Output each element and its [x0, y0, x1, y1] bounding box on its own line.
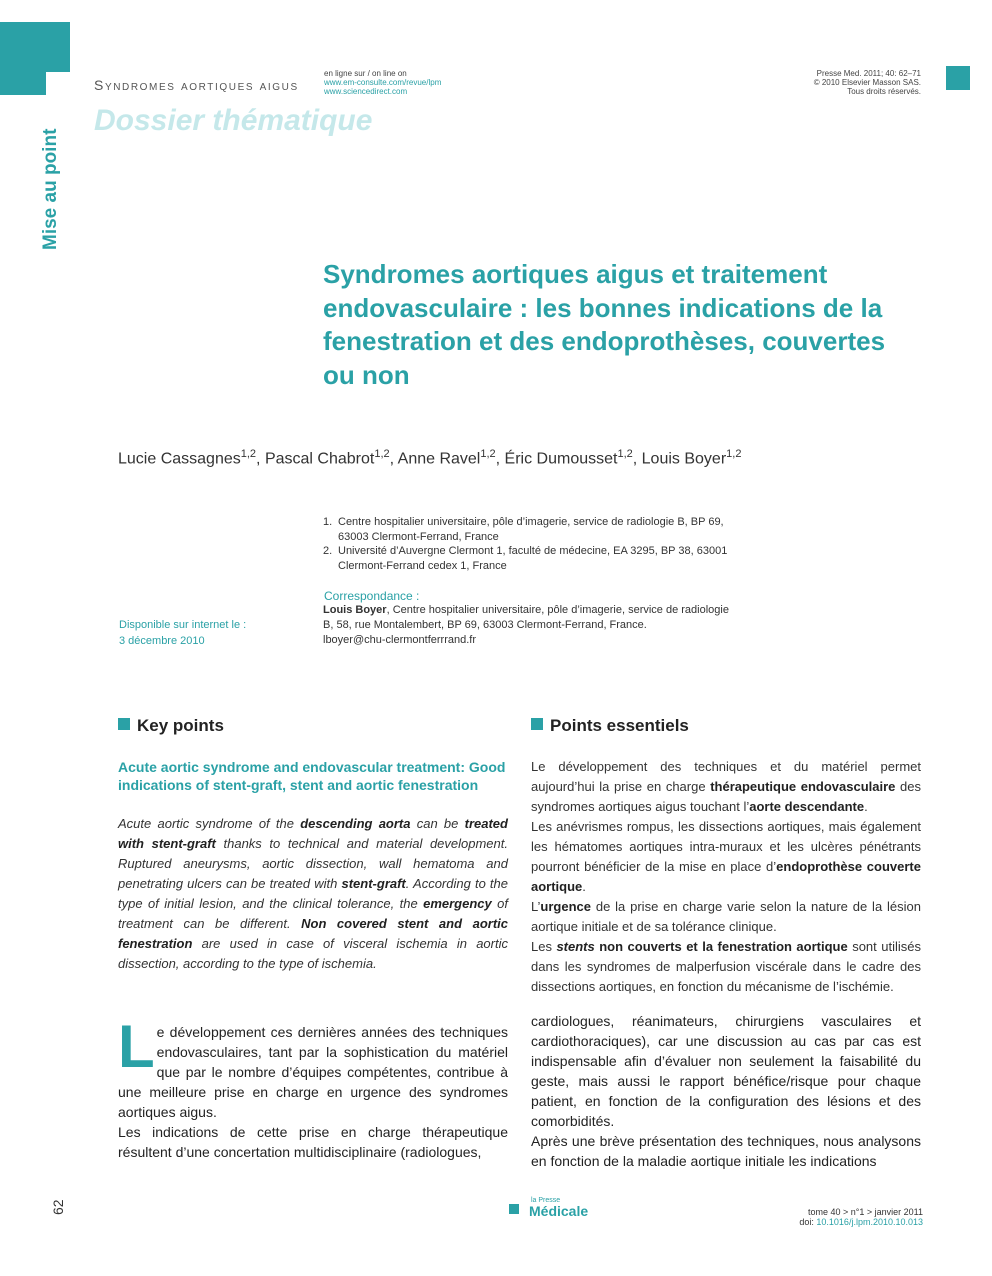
availability [119, 617, 246, 649]
pe-emphasis: urgence [540, 899, 591, 914]
kp-text: thanks to technical and material development. Ruptured aneurysms, aortic dissection, wall hematoma and penetrating ulcers can be treated with [118, 836, 508, 891]
page-number: 62 [50, 1199, 66, 1215]
affiliation-item [323, 544, 743, 573]
corner-block-lower [0, 72, 46, 95]
square-bullet-icon [531, 718, 543, 730]
available-label: Disponible sur internet le : [119, 619, 247, 631]
pe-text: . [864, 799, 868, 814]
drop-cap: L [118, 1013, 155, 1080]
journal-citation: Presse Med. 2011; 40: 62–71 [816, 69, 921, 78]
body-paragraph: Les indications de cette prise en charge thérapeutique résultent d’une concertation multidisciplinaire (radiologues, [118, 1124, 508, 1160]
key-points-body [118, 814, 508, 974]
logo-big-text: Médicale [529, 1203, 589, 1219]
kp-text: Acute aortic syndrome of the [118, 816, 301, 831]
author-name: Louis Boyer [641, 450, 727, 468]
header-right-block [946, 66, 970, 90]
pe-emphasis: aorte descendante [749, 799, 865, 814]
pe-paragraph [531, 757, 921, 817]
available-date: 3 décembre 2010 [119, 635, 205, 647]
doi-link[interactable]: 10.1016/j.lpm.2010.10.013 [816, 1217, 923, 1227]
kp-emphasis: treated with stent-graft [118, 816, 508, 851]
affiliation-text: Université d’Auvergne Clermont 1, faculté de médecine, EA 3295, BP 38, 63001 Clermont-Ferrand cedex 1, France [338, 545, 728, 572]
article-title: Syndromes aortiques aigus et traitement endovasculaire : les bonnes indications de la fenestration et des endoprothèses, couvertes ou non [323, 259, 886, 390]
body-paragraph: Après une brève présentation des techniques, nous analysons en fonction de la maladie aortique initiale les indications [531, 1133, 921, 1169]
logo-square-icon [509, 1204, 519, 1214]
points-essentiels-heading-text: Points essentiels [550, 716, 689, 735]
online-link-emconsulte[interactable]: www.em-consulte.com/revue/lpm [324, 78, 442, 87]
online-info [324, 69, 441, 96]
online-link-sciencedirect[interactable]: www.sciencedirect.com [324, 87, 408, 96]
main-text-left-column [118, 1013, 508, 1162]
correspondence-address: , Centre hospitalier universitaire, pôle d’imagerie, service de radiologie B, 58, rue Montalembert, BP 69, 63003 Clermont-Ferrand, France. [323, 604, 729, 631]
affiliation-number: 1. [323, 516, 333, 528]
affiliation-list [323, 515, 743, 573]
kp-emphasis: stent-graft [341, 876, 406, 891]
key-points-heading-text: Key points [137, 716, 224, 735]
author-affiliation: 1,2 [617, 448, 633, 460]
corner-block [0, 22, 70, 72]
pe-emphasis: thérapeutique endovasculaire [710, 779, 896, 794]
correspondence-label: Correspondance : [324, 589, 420, 603]
author-name: Lucie Cassagnes [118, 450, 241, 468]
author-affiliation: 1,2 [240, 448, 257, 460]
author-name: Anne Ravel [397, 450, 481, 468]
points-essentiels-heading [531, 716, 689, 736]
online-label: en ligne sur / on line on [324, 69, 407, 78]
section-title: Syndromes aortiques aigus [94, 77, 299, 93]
author-affiliation: 1,2 [480, 448, 496, 460]
author-list: Lucie Cassagnes$^{1,2}$, Pascal Chabrot$^{1,2}$, Anne Ravel$^{1,2}$, Éric Dumousset$^{1,2}$, Louis Boyer$^{1,2}$ [118, 448, 742, 468]
kp-emphasis: emergency [423, 896, 492, 911]
kp-emphasis: Non covered stent and aortic fenestration [118, 916, 508, 951]
footer-issue-info [799, 1207, 923, 1227]
journal-rights: Tous droits réservés. [847, 87, 921, 96]
issue-text: tome 40 > n°1 > janvier 2011 [807, 1207, 923, 1217]
pe-text: L’ [531, 899, 541, 914]
affiliation-number: 2. [323, 545, 333, 557]
main-text-right-column [531, 1011, 921, 1171]
kp-text: are used in case of visceral ischemia in aortic dissection, according to the type of ischemia. [118, 936, 508, 971]
pe-text: Les [531, 939, 557, 954]
dossier-label: Dossier thématique [94, 104, 373, 137]
affiliation-item [323, 515, 743, 544]
kp-text: can be [410, 816, 465, 831]
journal-copyright: © 2010 Elsevier Masson SAS. [813, 78, 921, 87]
pe-text: des syndromes aortiques aigus touchant l’ [531, 779, 921, 814]
pe-text: . [582, 879, 586, 894]
pe-text: de la prise en charge varie selon la nature de la lésion aortique initiale et de sa tolérance clinique. [531, 899, 921, 934]
pe-paragraph [531, 817, 921, 897]
square-bullet-icon [118, 718, 130, 730]
pe-text: sont utilisés dans les syndromes de malperfusion viscérale dans le cadre des dissections aortiques, en fonction du mécanisme de l’ischémie. [531, 939, 921, 994]
pe-emphasis: stents [556, 939, 595, 954]
journal-logo [509, 1197, 588, 1221]
doi-label: doi: [799, 1217, 817, 1227]
kp-text: of treatment can be different. [118, 896, 508, 931]
kp-text: . According to the type of initial lesion, and the clinical tolerance, the [118, 876, 508, 911]
body-paragraph: cardiologues, réanimateurs, chirurgiens vasculaires et cardiothoraciques), car une discussion au cas par cas est indispensable afin d’évaluer non seulement la faisabilité du geste, mais aussi le rapport bénéfice/risque pour chaque patient, en fonction de la configuration des lésions et des comorbidités. [531, 1013, 921, 1129]
side-label: Mise au point [40, 128, 61, 250]
author-name: Éric Dumousset [504, 450, 618, 468]
kp-emphasis: descending aorta [300, 816, 411, 831]
journal-reference [814, 69, 921, 96]
body-paragraph [118, 1013, 508, 1122]
pe-text: Les anévrismes rompus, les dissections aortiques, mais également les hématomes aortiques intra-muraux et les ulcères pénétrants pourront bénéficier de la mise en place d’ [531, 819, 921, 874]
key-points-title: Acute aortic syndrome and endovascular treatment: Good indications of stent-graft, stent and aortic fenestration [118, 759, 506, 793]
pe-text: Le développement des techniques et du matériel permet aujourd’hui la prise en charge [531, 759, 921, 794]
author-affiliation: 1,2 [374, 448, 390, 460]
correspondence-body [323, 603, 738, 648]
key-points-heading [118, 716, 224, 736]
author-affiliation: 1,2 [726, 448, 742, 460]
doi-line [799, 1217, 923, 1227]
pe-paragraph [531, 937, 921, 997]
pe-paragraph [531, 897, 921, 937]
body-text: e développement ces dernières années des techniques endovasculaires, tant par la sophistication du matériel que par le nombre d’équipes compétentes, contribue à une meilleure prise en charge en urgence des syndromes aortiques aigus. [118, 1024, 508, 1120]
correspondence-email[interactable]: lboyer@chu-clermontferrrand.fr [323, 634, 476, 646]
pe-emphasis: endoprothèse couverte aortique [531, 859, 921, 894]
logo-small-text: la Presse [531, 1197, 561, 1204]
affiliation-text: Centre hospitalier universitaire, pôle d’imagerie, service de radiologie B, BP 69, 63003 Clermont-Ferrand, France [338, 516, 724, 543]
author-name: Pascal Chabrot [264, 450, 375, 468]
pe-emphasis: non couverts et la fenestration aortique [594, 939, 848, 954]
correspondence-name: Louis Boyer [323, 604, 387, 616]
points-essentiels-body [531, 757, 921, 997]
